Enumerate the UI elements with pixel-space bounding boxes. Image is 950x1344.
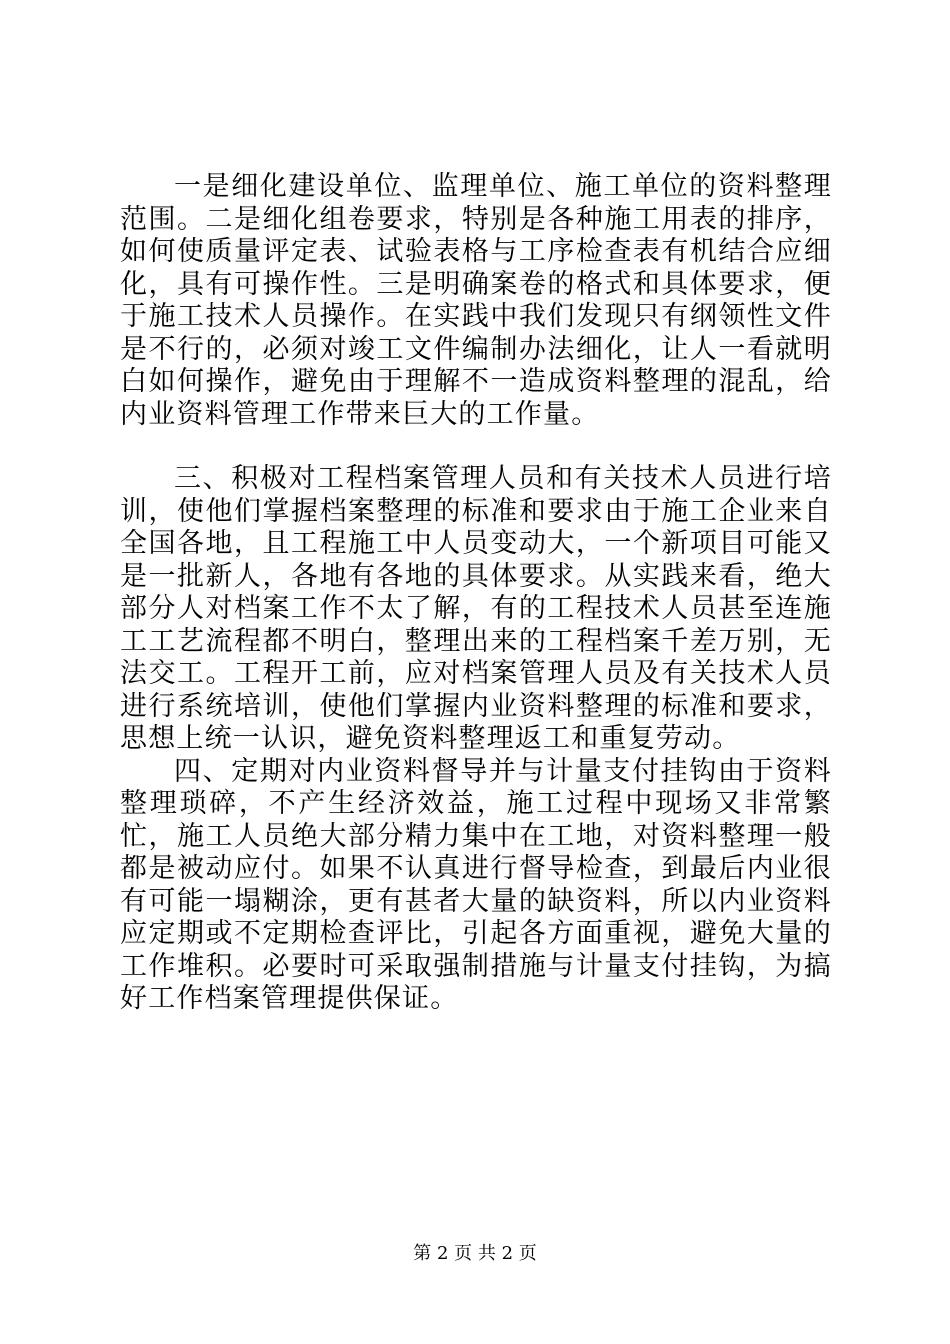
- paragraph-gap: [120, 431, 832, 463]
- paragraph-3: 四、定期对内业资料督导并与计量支付挂钩由于资料整理琐碎，不产生经济效益，施工过程中现场又非常繁忙，施工人员绝大部分精力集中在工地，对资料整理一般都是被动应付。如果不认真进行督导检查，到最后内业很有可能一塌糊涂，更有甚者大量的缺资料，所以内业资料应定期或不定期检查评比，引起各方面重视，避免大量的工作堆积。必要时可采取强制措施与计量支付挂钩，为搞好工作档案管理提供保证。: [120, 755, 832, 1014]
- page-footer: 第 2 页 共 2 页: [413, 1243, 537, 1264]
- paragraph-1: 一是细化建设单位、监理单位、施工单位的资料整理范围。二是细化组卷要求，特别是各种施工用表的排序，如何使质量评定表、试验表格与工序检查表有机结合应细化，具有可操作性。三是明确案卷的格式和具体要求，便于施工技术人员操作。在实践中我们发现只有纲领性文件是不行的，必须对竣工文件编制办法细化，让人一看就明白如何操作，避免由于理解不一造成资料整理的混乱，给内业资料管理工作带来巨大的工作量。: [120, 171, 832, 430]
- paragraph-2: 三、积极对工程档案管理人员和有关技术人员进行培训，使他们掌握档案整理的标准和要求由于施工企业来自全国各地，且工程施工中人员变动大，一个新项目可能又是一批新人，各地有各地的具体要求。从实践来看，绝大部分人对档案工作不太了解，有的工程技术人员甚至连施工工艺流程都不明白，整理出来的工程档案千差万别，无法交工。工程开工前，应对档案管理人员及有关技术人员进行系统培训，使他们掌握内业资料整理的标准和要求，思想上统一认识，避免资料整理返工和重复劳动。: [120, 463, 832, 754]
- document-body: [120, 171, 832, 1016]
